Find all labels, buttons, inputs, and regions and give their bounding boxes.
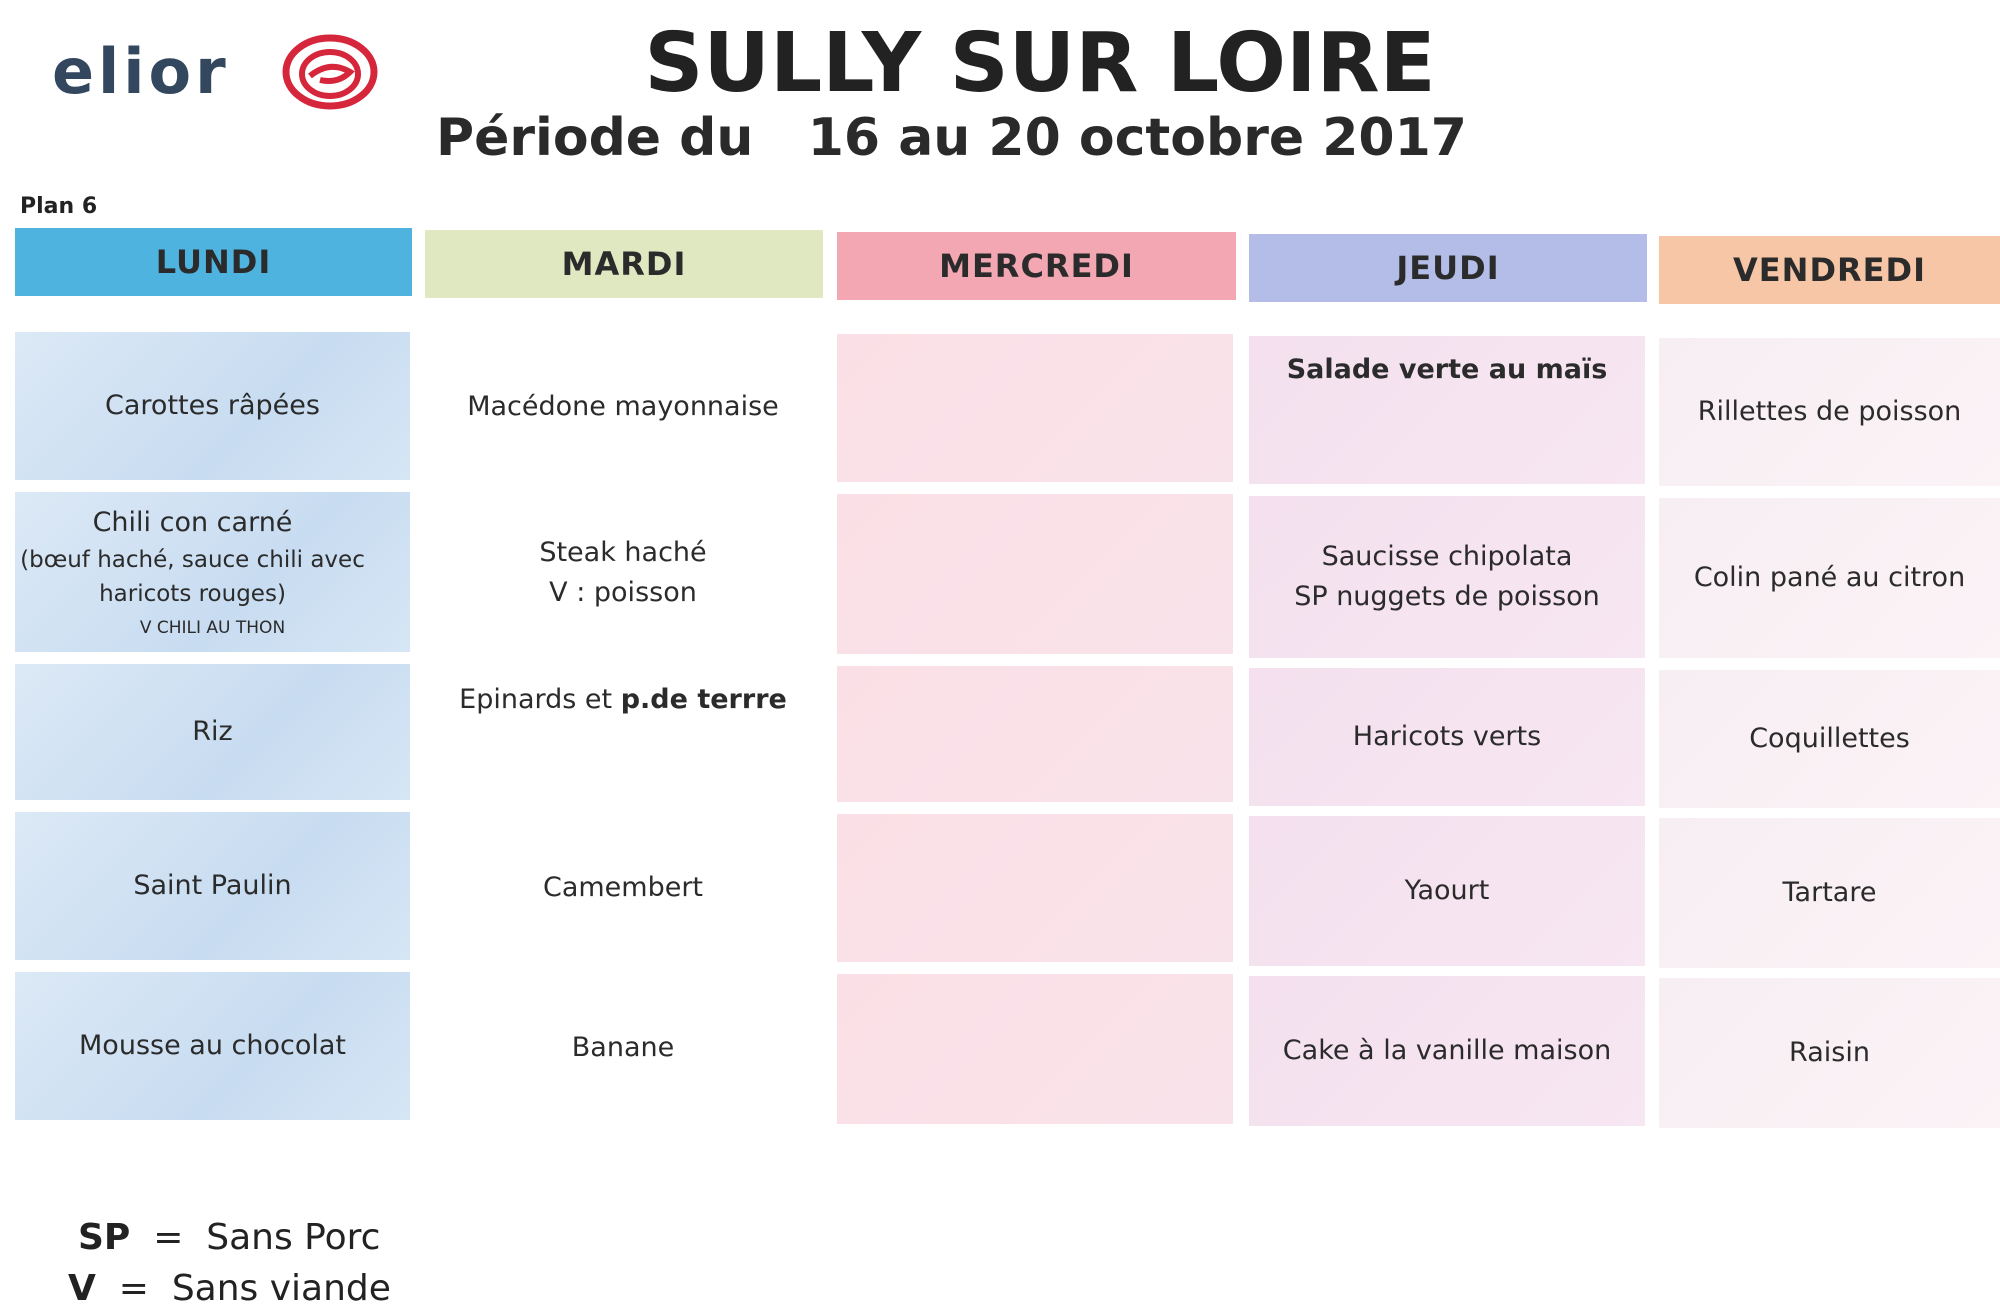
day-header-mercredi: MERCREDI	[837, 232, 1236, 300]
menu-cell-mercredi-plat	[837, 494, 1233, 654]
dish-text: Saucisse chipolata	[1321, 541, 1573, 572]
menu-cell-mardi-entree	[425, 334, 821, 480]
menu-cell-jeudi-accompagnement	[1249, 668, 1645, 806]
menu-cell-mercredi-fromage	[837, 814, 1233, 962]
menu-cell-vendredi-fromage	[1659, 818, 2000, 968]
legend-sp	[78, 1213, 380, 1263]
menu-cell-mardi-accompagnement	[425, 666, 821, 802]
dish-text: Banane	[571, 1032, 675, 1063]
dish-text: Colin pané au citron	[1693, 562, 1966, 593]
dish-text: Steak haché	[539, 537, 707, 568]
menu-cell-lundi-dessert	[15, 972, 410, 1120]
dish-alternative: V CHILI AU THON	[139, 618, 286, 638]
menu-cell-lundi-accompagnement	[15, 664, 410, 800]
dish-text: Carottes râpées	[105, 390, 320, 421]
dish-text: Haricots verts	[1352, 721, 1542, 752]
day-header-jeudi: JEUDI	[1249, 234, 1647, 302]
dish-text: Salade verte au maïs	[1286, 354, 1608, 385]
dish-text: Raisin	[1789, 1037, 1870, 1068]
period-dates: 16 au 20 octobre 2017	[807, 108, 1467, 168]
elior-logo	[52, 32, 392, 112]
dish-text: Coquillettes	[1749, 723, 1910, 754]
logo-wordmark: elior	[52, 35, 230, 108]
dish-alternative: SP nuggets de poisson	[1294, 581, 1600, 612]
dish-text: Mousse au chocolat	[79, 1030, 346, 1061]
dish-detail: haricots rouges)	[99, 581, 286, 607]
dish-alternative: V : poisson	[549, 577, 697, 608]
dish-text: Cake à la vanille maison	[1282, 1035, 1612, 1066]
legend-v	[68, 1264, 391, 1314]
menu-cell-mardi-dessert	[425, 974, 821, 1122]
dish-text: Macédone mayonnaise	[467, 391, 779, 422]
dish-text: Riz	[192, 716, 233, 747]
legend-key: SP	[78, 1217, 131, 1258]
day-header-mardi: MARDI	[425, 230, 823, 298]
dish-text-bold-part: p.de terrre	[620, 684, 787, 715]
period-subtitle	[436, 106, 1467, 170]
dish-text: Saint Paulin	[133, 870, 292, 901]
dish-text: Chili con carné	[92, 507, 293, 538]
menu-cell-vendredi-dessert	[1659, 978, 2000, 1128]
menu-cell-mercredi-accompagnement	[837, 666, 1233, 802]
dish-text: Rillettes de poisson	[1697, 396, 1962, 427]
legend-key: V	[68, 1268, 96, 1309]
plan-label: Plan 6	[20, 194, 98, 219]
legend-sep: =	[130, 1217, 207, 1258]
menu-cell-lundi-fromage	[15, 812, 410, 960]
menu-cell-mardi-plat	[425, 494, 821, 652]
day-header-lundi: LUNDI	[15, 228, 412, 296]
legend-value: Sans viande	[171, 1268, 391, 1309]
menu-cell-lundi-plat	[15, 492, 410, 652]
menu-cell-mercredi-entree	[837, 334, 1233, 482]
menu-cell-vendredi-accompagnement	[1659, 670, 2000, 808]
menu-cell-jeudi-plat	[1249, 496, 1645, 658]
menu-cell-jeudi-fromage	[1249, 816, 1645, 966]
menu-cell-jeudi-dessert	[1249, 976, 1645, 1126]
legend-sep: =	[95, 1268, 172, 1309]
dish-text-part: Epinards et	[459, 684, 621, 715]
menu-cell-jeudi-entree	[1249, 336, 1645, 484]
menu-cell-vendredi-entree	[1659, 338, 2000, 486]
dish-text: Camembert	[542, 872, 704, 903]
dish-detail: (bœuf haché, sauce chili avec	[20, 547, 365, 573]
menu-cell-mercredi-dessert	[837, 974, 1233, 1124]
menu-cell-lundi-entree	[15, 332, 410, 480]
period-label: Période du	[436, 108, 754, 168]
dish-text	[459, 680, 787, 720]
legend-value: Sans Porc	[206, 1217, 381, 1258]
page-title: SULLY SUR LOIRE	[644, 16, 1436, 111]
menu-cell-vendredi-plat	[1659, 498, 2000, 658]
elior-swirl-icon	[280, 32, 380, 112]
day-header-vendredi: VENDREDI	[1659, 236, 2000, 304]
menu-cell-mardi-fromage	[425, 814, 821, 962]
dish-text: Yaourt	[1404, 875, 1490, 906]
dish-text: Tartare	[1782, 877, 1877, 908]
